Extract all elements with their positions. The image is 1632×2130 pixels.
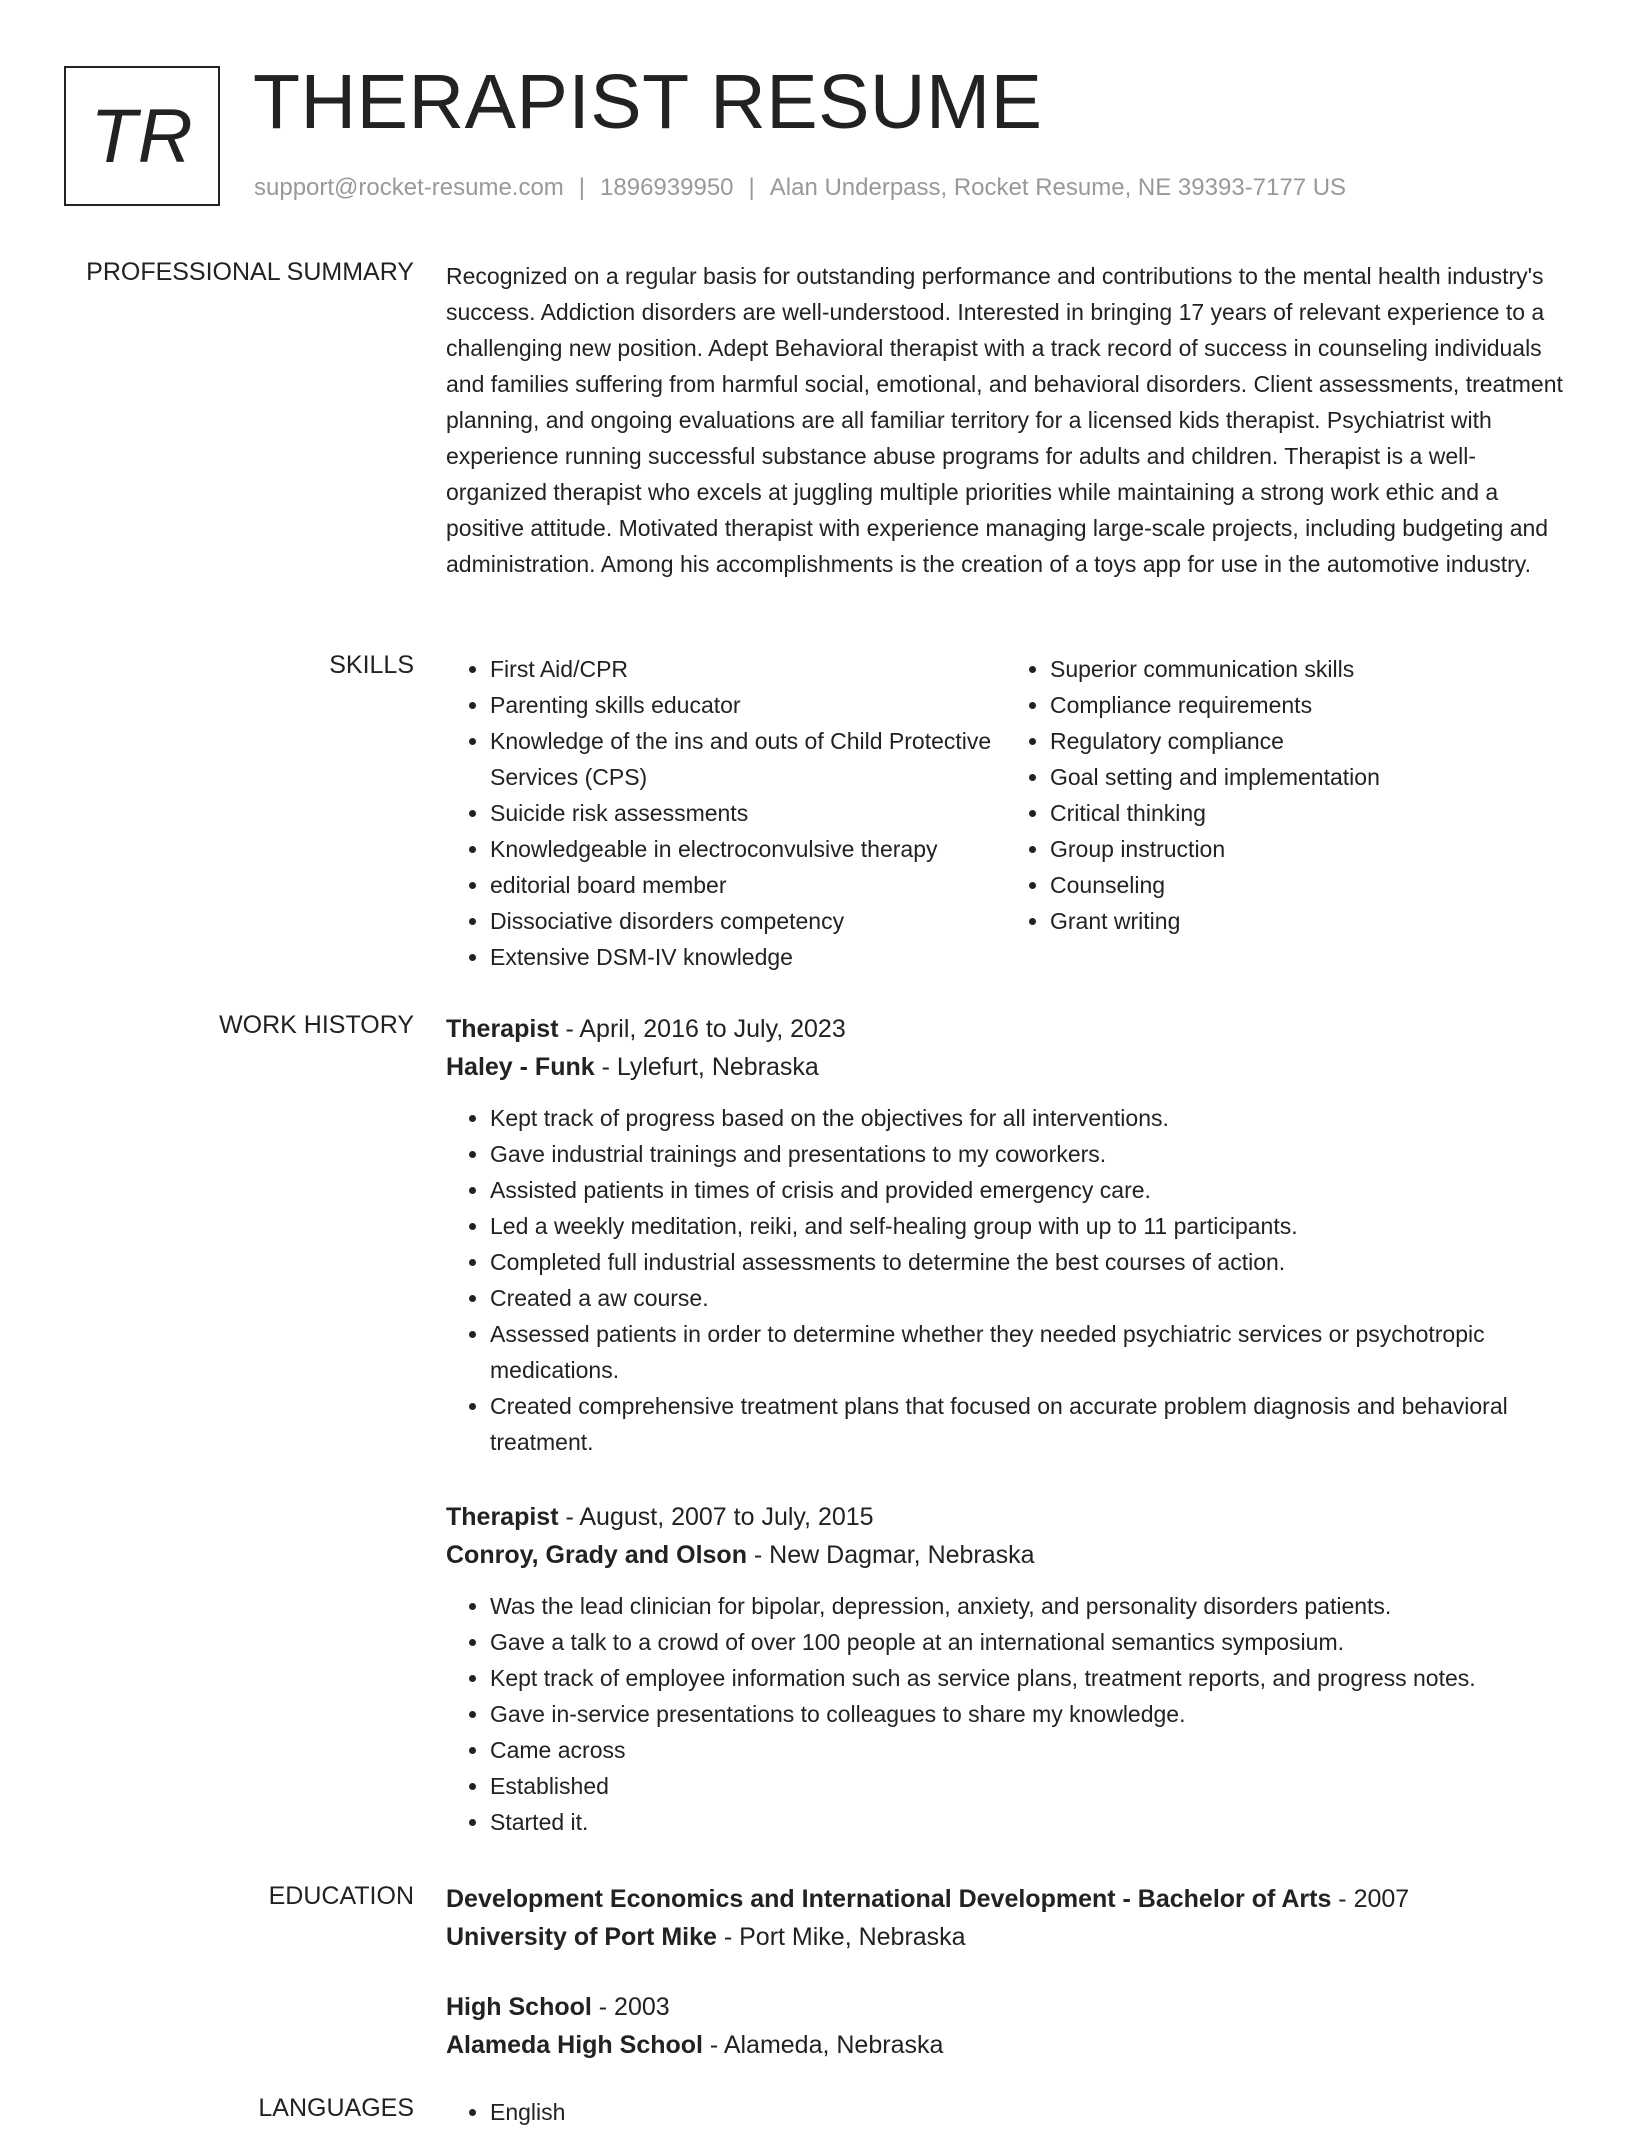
skill-item: • Grant writing bbox=[1050, 903, 1566, 939]
job-company: Conroy, Grady and Olson bbox=[446, 1541, 747, 1569]
job-bullet: • Led a weekly meditation, reiki, and self-healing group with up to 11 participants. bbox=[490, 1208, 1566, 1244]
section-label-work-history: WORK HISTORY bbox=[219, 1011, 414, 1039]
education-location: - Port Mike, Nebraska bbox=[716, 1923, 966, 1951]
job-bullet: • Kept track of employee information such as service plans, treatment reports, and progress notes. bbox=[490, 1660, 1566, 1696]
contact-phone: 1896939950 bbox=[600, 174, 734, 201]
education-entry bbox=[446, 1988, 1566, 2064]
job-bullet: • Established bbox=[490, 1768, 1566, 1804]
skill-item: • Knowledge of the ins and outs of Child Protective Services (CPS) bbox=[490, 723, 1006, 795]
contact-separator: | bbox=[578, 174, 586, 201]
job-bullet: • Gave industrial trainings and presentations to my coworkers. bbox=[490, 1136, 1566, 1172]
education-year: - 2007 bbox=[1331, 1885, 1410, 1913]
contact-line bbox=[254, 174, 1346, 202]
skill-item: • Group instruction bbox=[1050, 831, 1566, 867]
skill-item: • Regulatory compliance bbox=[1050, 723, 1566, 759]
education-school-line bbox=[446, 2026, 1566, 2064]
skill-item: • Suicide risk assessments bbox=[490, 795, 1006, 831]
skill-item: • Critical thinking bbox=[1050, 795, 1566, 831]
job-bullet: • Was the lead clinician for bipolar, depression, anxiety, and personality disorders patients. bbox=[490, 1588, 1566, 1624]
job-dates: - August, 2007 to July, 2015 bbox=[558, 1503, 874, 1531]
education-degree: Development Economics and International Development - Bachelor of Arts bbox=[446, 1885, 1332, 1913]
skill-item: • First Aid/CPR bbox=[490, 651, 1006, 687]
skill-item: • Compliance requirements bbox=[1050, 687, 1566, 723]
skill-item: • Extensive DSM-IV knowledge bbox=[490, 939, 1006, 975]
skills-list-right bbox=[1006, 651, 1566, 975]
summary-text: Recognized on a regular basis for outstanding performance and contributions to the mental health industry's success. Addiction disorders are well-understood. Interested in bringing 17 years of relevant experience to a challenging new position. Adept Behavioral therapist with a track record of success in counseling individuals and families suffering from harmful social, emotional, and behavioral disorders. Client assessments, treatment planning, and ongoing evaluations are all familiar territory for a licensed kids therapist. Psychiatrist with experience running successful substance abuse programs for adults and children. Therapist is a well-organized therapist who excels at juggling multiple priorities while maintaining a strong work ethic and a positive attitude. Motivated therapist with experience managing large-scale projects, including budgeting and administration. Among his accomplishments is the creation of a toys app for use in the automotive industry. bbox=[446, 263, 1563, 577]
contact-address: Alan Underpass, Rocket Resume, NE 39393-7177 US bbox=[769, 174, 1347, 201]
job-bullet: • Started it. bbox=[490, 1804, 1566, 1840]
job-dates: - April, 2016 to July, 2023 bbox=[558, 1015, 846, 1043]
job-title-line bbox=[446, 1010, 1566, 1048]
languages-section bbox=[446, 2094, 1566, 2130]
job-bullet: • Assisted patients in times of crisis and provided emergency care. bbox=[490, 1172, 1566, 1208]
section-label-languages: LANGUAGES bbox=[258, 2094, 414, 2122]
education-degree-line bbox=[446, 1880, 1566, 1918]
skills-section bbox=[446, 651, 1566, 975]
summary-section bbox=[446, 258, 1566, 582]
section-label-education: EDUCATION bbox=[268, 1882, 414, 1910]
monogram-text: TR bbox=[90, 93, 194, 179]
education-year: - 2003 bbox=[591, 1993, 670, 2021]
section-label-summary: PROFESSIONAL SUMMARY bbox=[86, 258, 414, 286]
skill-item: • editorial board member bbox=[490, 867, 1006, 903]
job-bullet: • Came across bbox=[490, 1732, 1566, 1768]
skill-item: • Superior communication skills bbox=[1050, 651, 1566, 687]
job-bullet-list bbox=[446, 1588, 1566, 1840]
section-label-skills: SKILLS bbox=[329, 651, 414, 679]
job-company-line bbox=[446, 1048, 1566, 1086]
education-school: Alameda High School bbox=[446, 2031, 703, 2059]
education-entry bbox=[446, 1880, 1566, 1956]
job-bullet-list bbox=[446, 1100, 1566, 1460]
skills-list-left bbox=[446, 651, 1006, 975]
language-item: • English bbox=[490, 2094, 1566, 2130]
job-entry bbox=[446, 1498, 1566, 1840]
education-school: University of Port Mike bbox=[446, 1923, 717, 1951]
education-degree: High School bbox=[446, 1993, 592, 2021]
monogram-box bbox=[64, 66, 220, 206]
job-company-line bbox=[446, 1536, 1566, 1574]
job-bullet: • Gave a talk to a crowd of over 100 people at an international semantics symposium. bbox=[490, 1624, 1566, 1660]
job-bullet: • Gave in-service presentations to colleagues to share my knowledge. bbox=[490, 1696, 1566, 1732]
education-degree-line bbox=[446, 1988, 1566, 2026]
job-entry bbox=[446, 1010, 1566, 1460]
education-school-line bbox=[446, 1918, 1566, 1956]
job-bullet: • Created comprehensive treatment plans that focused on accurate problem diagnosis and behavioral treatment. bbox=[490, 1388, 1566, 1460]
job-bullet: • Created a aw course. bbox=[490, 1280, 1566, 1316]
education-location: - Alameda, Nebraska bbox=[702, 2031, 944, 2059]
contact-separator: | bbox=[748, 174, 755, 201]
job-bullet: • Completed full industrial assessments to determine the best courses of action. bbox=[490, 1244, 1566, 1280]
languages-list bbox=[446, 2094, 1566, 2130]
job-title: Therapist bbox=[446, 1503, 559, 1531]
job-title: Therapist bbox=[446, 1015, 559, 1043]
job-bullet: • Kept track of progress based on the objectives for all interventions. bbox=[490, 1100, 1566, 1136]
contact-email: support@rocket-resume.com bbox=[254, 174, 564, 201]
job-location: - New Dagmar, Nebraska bbox=[746, 1541, 1035, 1569]
skill-item: • Parenting skills educator bbox=[490, 687, 1006, 723]
job-company: Haley - Funk bbox=[446, 1053, 595, 1081]
skill-item: • Dissociative disorders competency bbox=[490, 903, 1006, 939]
job-location: - Lylefurt, Nebraska bbox=[594, 1053, 819, 1081]
skill-item: • Counseling bbox=[1050, 867, 1566, 903]
skill-item: • Goal setting and implementation bbox=[1050, 759, 1566, 795]
job-bullet: • Assessed patients in order to determine whether they needed psychiatric services or psychotropic medications. bbox=[490, 1316, 1566, 1388]
job-title-line bbox=[446, 1498, 1566, 1536]
skill-item: • Knowledgeable in electroconvulsive therapy bbox=[490, 831, 1006, 867]
resume-title: THERAPIST RESUME bbox=[253, 59, 1043, 145]
